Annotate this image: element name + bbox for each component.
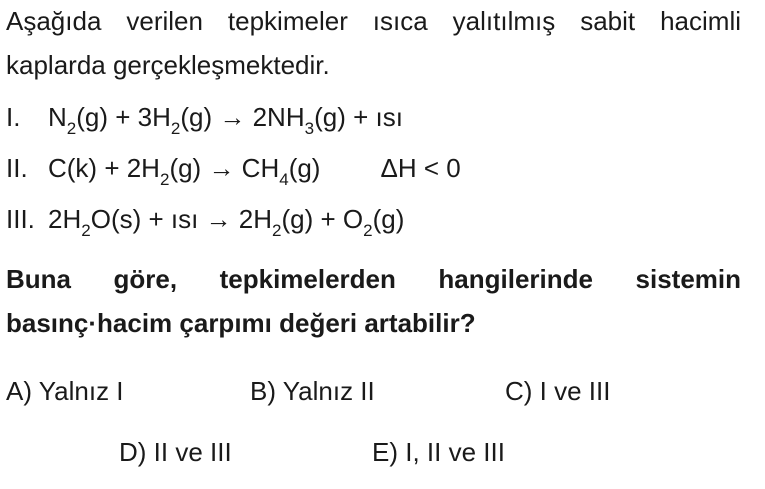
reaction-number: II. — [6, 153, 28, 183]
intro-line-1: Aşağıda verilen tepkimeler ısıca yalıtılmış sabit hacimli — [6, 6, 741, 36]
option-d[interactable]: D) II ve III — [119, 437, 232, 467]
enthalpy-note: ΔH < 0 — [380, 153, 461, 183]
reaction-number: III. — [6, 204, 35, 234]
reaction-text: $N_2(g) + 3H_2(g) \to 2NH_3(g)$ + ısı — [48, 102, 403, 138]
reaction-3 — [6, 204, 405, 240]
option-a[interactable]: A) Yalnız I — [6, 376, 124, 406]
reaction-1 — [6, 102, 403, 138]
option-e[interactable]: E) I, II ve III — [372, 437, 505, 467]
question-line-1: Buna göre, tepkimelerden hangilerinde sistemin — [6, 264, 741, 294]
reaction-number: I. — [6, 102, 21, 132]
reaction-text: $C(k) + 2H_2(g) \to CH_4(g)$ — [48, 153, 321, 189]
option-c[interactable]: C) I ve III — [505, 376, 611, 406]
option-b[interactable]: B) Yalnız II — [250, 376, 375, 406]
intro-line-2: kaplarda gerçekleşmektedir. — [6, 50, 330, 80]
reaction-text: $2H_2O(s)$ + ısı → $2H_2(g) + O_2(g)$ — [48, 204, 405, 240]
reaction-2 — [6, 153, 461, 189]
question-line-2: basınç·hacim çarpımı değeri artabilir? — [6, 308, 476, 338]
